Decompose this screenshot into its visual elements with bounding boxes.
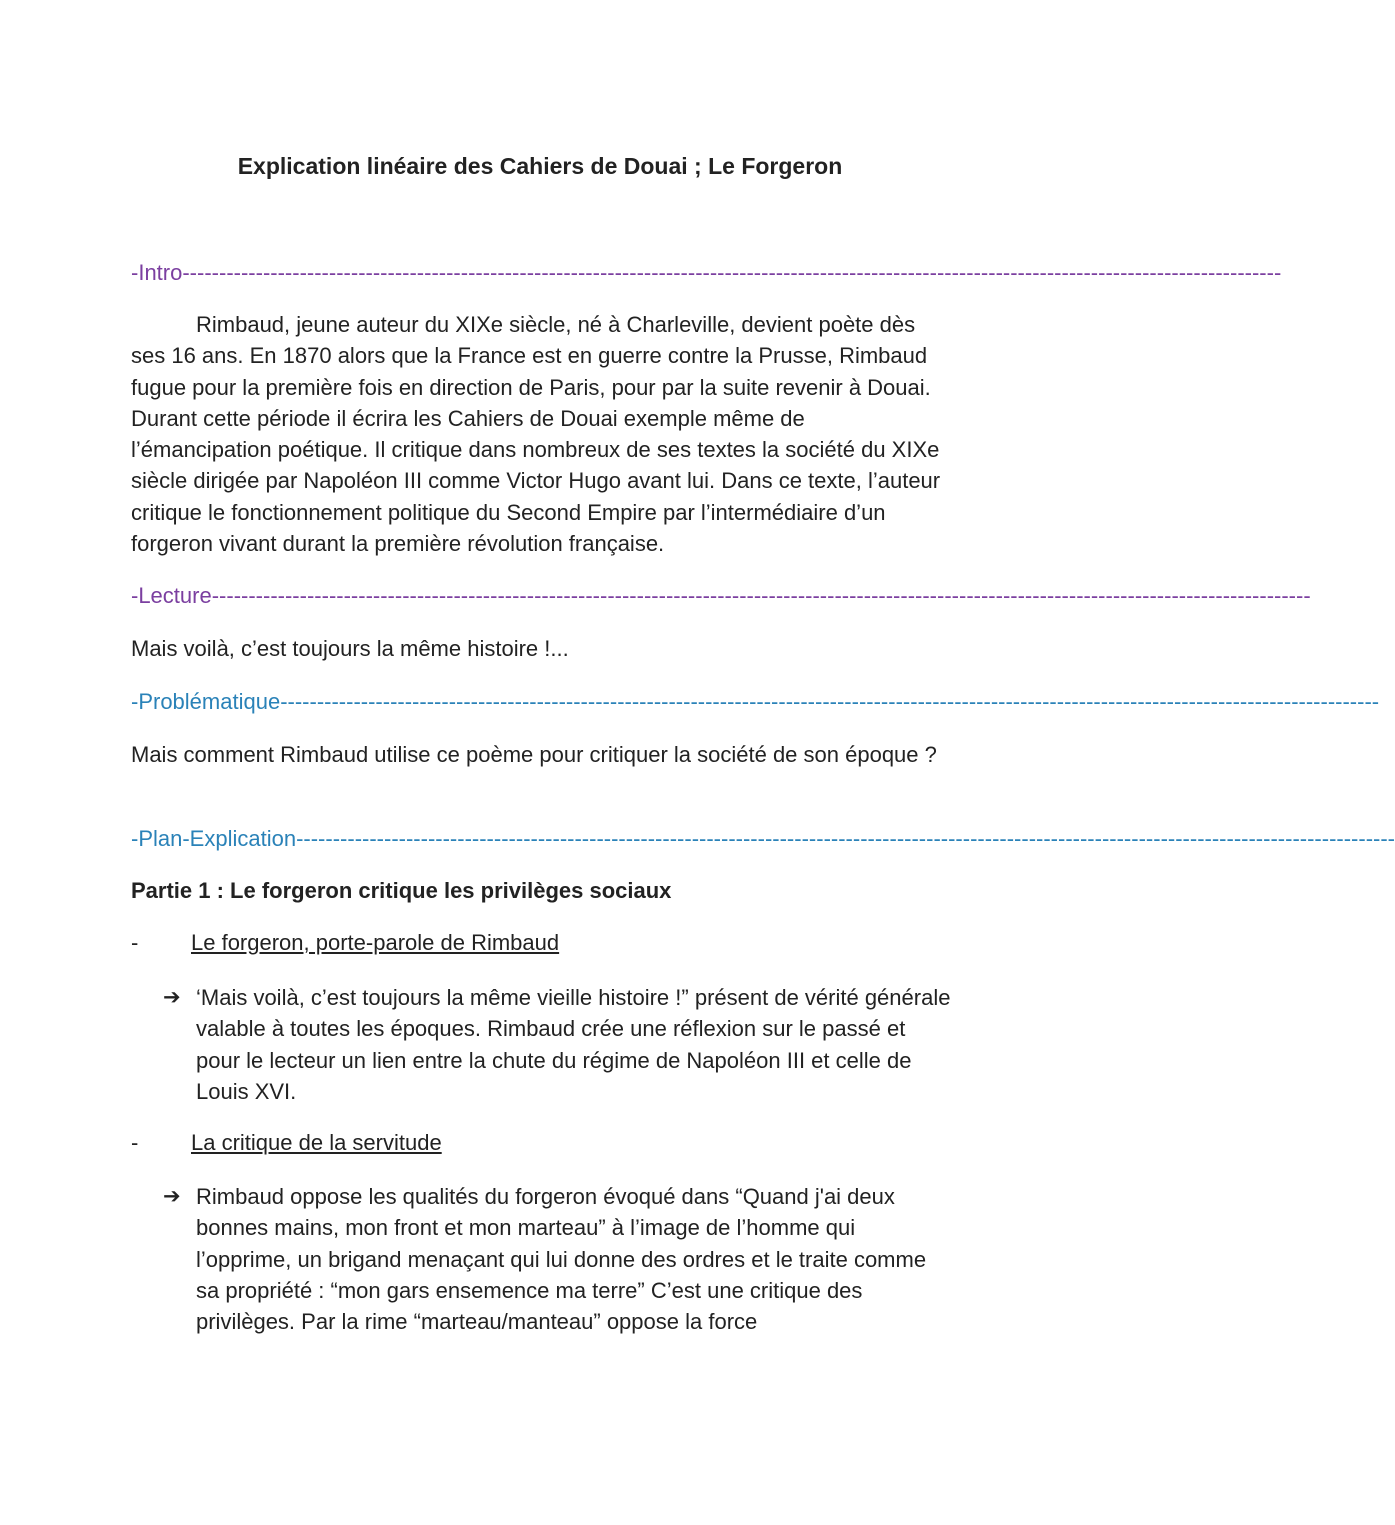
arrow-right-icon: ➔ bbox=[163, 1185, 181, 1208]
document-title: Explication linéaire des Cahiers de Douai ; Le Forgeron bbox=[237, 153, 843, 179]
section-header-lecture bbox=[131, 581, 1311, 611]
problematique-paragraph: Mais comment Rimbaud utilise ce poème pour critiquer la société de son époque ? bbox=[131, 742, 937, 767]
section-header-intro-label: -Intro bbox=[131, 260, 183, 285]
dashed-rule: ------------------------------------------------------------------------------------------------------------------------------------------------------ bbox=[182, 260, 1282, 285]
part-1-title: Partie 1 : Le forgeron critique les privilèges sociaux bbox=[131, 878, 672, 903]
section-header-lecture-label: -Lecture bbox=[131, 583, 212, 608]
section-header-problematique bbox=[131, 687, 1380, 717]
dashed-rule: ------------------------------------------------------------------------------------------------------------------------------------------------------ bbox=[296, 826, 1395, 851]
dashed-rule: ------------------------------------------------------------------------------------------------------------------------------------------------------ bbox=[280, 689, 1380, 714]
section-header-problematique-label: -Problématique bbox=[131, 689, 281, 714]
subsection-2-label: La critique de la servitude bbox=[191, 1130, 442, 1155]
dash-bullet: - bbox=[131, 1130, 139, 1155]
dash-bullet: - bbox=[131, 930, 139, 955]
arrow-right-icon: ➔ bbox=[163, 986, 181, 1009]
section-header-plan-label: -Plan-Explication bbox=[131, 826, 297, 851]
subsection-1-label: Le forgeron, porte-parole de Rimbaud bbox=[191, 930, 560, 955]
intro-paragraph: Rimbaud, jeune auteur du XIXe siècle, né à Charleville, devient poète dès ses 16 ans. En 1870 alors que la France est en guerre contre la Prusse, Rimbaud fugue pour la première fois en direction de Paris, pour par la suite revenir à Douai. Durant cette période il écrira les Cahiers de Douai exemple même de l’émancipation poétique. Il critique dans nombreux de ses textes la société du XIXe siècle dirigée par Napoléon III comme Victor Hugo avant lui. Dans ce texte, l’auteur critique le fonctionnement politique du Second Empire par l’intermédiaire d’un forgeron vivant durant la première révolution française. bbox=[131, 312, 941, 557]
arrow-item-1-text: ‘Mais voilà, c’est toujours la même vieille histoire !” présent de vérité générale valable à toutes les époques. Rimbaud crée une réflexion sur le passé et pour le lecteur un lien entre la chute du régime de Napoléon III et celle de Louis XVI. bbox=[196, 985, 951, 1104]
section-header-plan bbox=[131, 824, 1395, 854]
lecture-paragraph: Mais voilà, c’est toujours la même histoire !... bbox=[131, 636, 569, 661]
dashed-rule: ------------------------------------------------------------------------------------------------------------------------------------------------------ bbox=[211, 583, 1311, 608]
section-header-intro bbox=[131, 258, 1282, 288]
arrow-item-1 bbox=[163, 982, 953, 1107]
arrow-item-2 bbox=[163, 1181, 953, 1337]
arrow-item-2-text: Rimbaud oppose les qualités du forgeron évoqué dans “Quand j'ai deux bonnes mains, mon front et mon marteau” à l’image de l’homme qui l’opprime, un brigand menaçant qui lui donne des ordres et le traite comme sa propriété : “mon gars ensemence ma terre” C’est une critique des privilèges. Par la rime “marteau/manteau” oppose la force bbox=[196, 1184, 927, 1335]
